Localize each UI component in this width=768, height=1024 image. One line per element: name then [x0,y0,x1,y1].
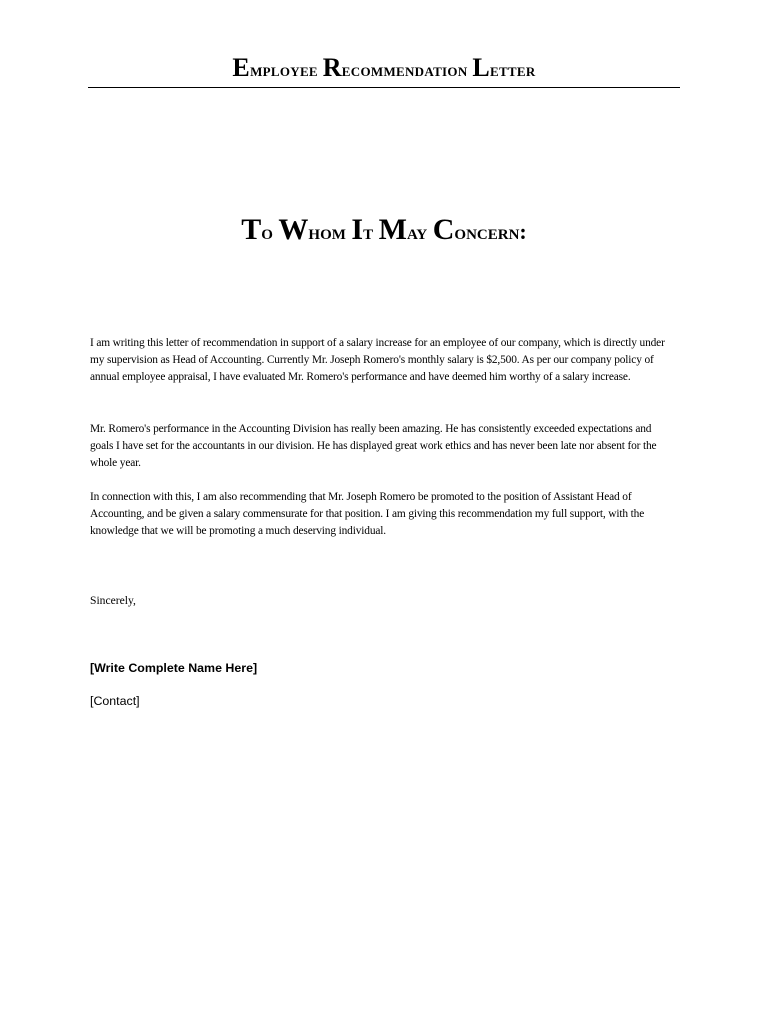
document-title [88,52,680,86]
title-word: Recommendation [322,53,468,82]
closing-line: Sincerely, [90,594,136,607]
salutation-word: It [351,213,374,246]
salutation-word: To [241,213,273,246]
salutation-heading [88,210,680,252]
title-word: Employee [232,53,318,82]
body-paragraph-1: I am writing this letter of recommendation in support of a salary increase for an employee of our company, which is directly under my supervision as Head of Accounting. Currently Mr. Joseph Romero's monthly salary is $2,500. As per our company policy of annual employee appraisal, I have evaluated Mr. Romero's performance and have deemed him worthy of a salary increase. [90,337,665,384]
salutation-word: May [378,213,428,246]
title-word: Letter [472,53,536,82]
signature-name: [Write Complete Name Here] [90,661,258,675]
salutation-word: Concern: [432,213,527,246]
body-paragraph-2: Mr. Romero's performance in the Accounting Division has really been amazing. He has consistently exceeded expectations and goals I have set for the accountants in our division. He has displayed great work ethics and has never been late nor absent for the whole year. [90,423,657,470]
body-paragraph-3: In connection with this, I am also recommending that Mr. Joseph Romero be promoted to the position of Assistant Head of Accounting, and be given a salary commensurate for that position. I am giving this recommendation my full support, with the knowledge that we will be promoting a much deserving individual. [90,491,645,538]
salutation-word: Whom [278,213,346,246]
signature-contact: [Contact] [90,694,140,708]
title-underline [88,87,680,88]
